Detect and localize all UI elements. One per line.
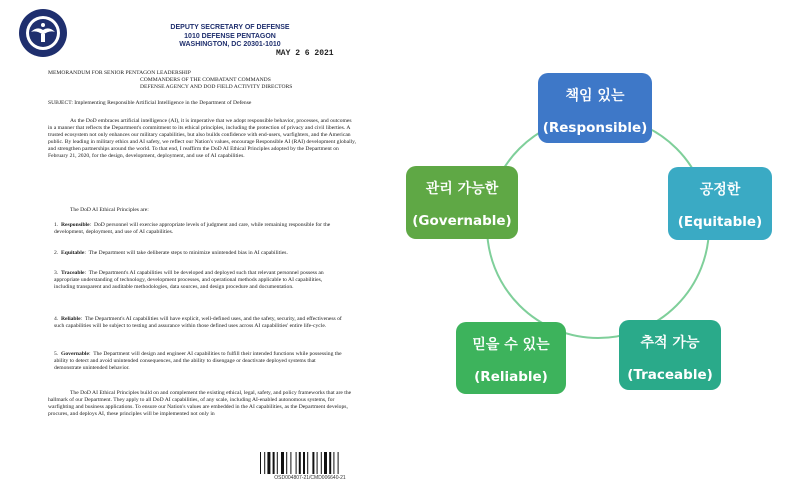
- principle-item: 1. Responsible: DoD personnel will exercise appropriate levels of judgment and care, while remaining responsible for the development, deployment, and use of AI capabilities.: [54, 222, 331, 235]
- node-label-english: (Traceable): [627, 367, 713, 383]
- principle-text: The Department will design and engineer AI capabilities to fulfill their intended functions while possessing the ability to detect and avoid unintended consequences, and the ability to disengage or deactivate deployed systems that demonstrate unintended behavior.: [54, 351, 342, 371]
- barcode-bar: [296, 452, 297, 474]
- recipient-line: DEFENSE AGENCY AND DOD FIELD ACTIVITY DIRECTORS: [140, 84, 293, 90]
- principle-number: 4.: [54, 316, 59, 322]
- principle-number: 2.: [54, 250, 59, 256]
- memo-subject: SUBJECT: Implementing Responsible Artificial Intelligence in the Department of Defense: [48, 100, 252, 106]
- principle-node-responsible: [538, 73, 652, 143]
- principle-item: 5. Governable: The Department will design and engineer AI capabilities to fulfill their intended functions while possessing the ability to detect and avoid unintended consequences, and the ability to disengage or deactivate deployed systems that demonstrate unintended behavior.: [54, 351, 342, 371]
- principle-name: Equitable: [61, 250, 85, 256]
- principle-item: 2. Equitable: The Department will take deliberate steps to minimize unintended bias in AI capabilities.: [54, 250, 288, 256]
- barcode-icon: [260, 452, 356, 474]
- barcode-bar: [290, 452, 291, 474]
- barcode-bar: [267, 452, 270, 474]
- principle-number: 3.: [54, 270, 59, 276]
- principle-node-traceable: [619, 320, 721, 390]
- principle-text: The Department's AI capabilities will be developed and deployed such that relevant personnel possess an appropriate understanding of technology, development processes, and operational methods applicable to AI capabilities, including transparent and auditable methodologies, data sources, and design procedure and documentation.: [54, 270, 324, 290]
- barcode-bar: [299, 452, 301, 474]
- office-header: [120, 24, 340, 50]
- node-label-english: (Reliable): [474, 369, 548, 385]
- office-address: 1010 DEFENSE PENTAGON: [184, 32, 276, 40]
- node-label-english: (Equitable): [677, 214, 763, 230]
- principle-number: 5.: [54, 351, 59, 357]
- node-label-korean: 공정한: [699, 182, 741, 198]
- barcode-bar: [281, 452, 284, 474]
- barcode-bar: [277, 452, 278, 474]
- node-label-korean: 추적 가능: [640, 335, 700, 351]
- node-label-korean: 믿을 수 있는: [472, 337, 550, 353]
- barcode-number: OSD004807-21/CMD006640-21: [274, 475, 346, 481]
- principle-name: Governable: [61, 351, 89, 357]
- barcode-bar: [333, 452, 334, 474]
- principle-text: DoD personnel will exercise appropriate levels of judgment and care, while remaining responsible for the development, deployment, and use of AI capabilities.: [54, 222, 331, 235]
- node-label-english: (Responsible): [542, 120, 648, 136]
- memo-recipients: [48, 70, 356, 91]
- node-label-korean: 책임 있는: [565, 88, 625, 104]
- principle-item: 3. Traceable: The Department's AI capabilities will be developed and deployed such that relevant personnel possess an appropriate understanding of technology, development processes, and operational methods applicable to AI capabilities, including transparent and auditable methodologies, data sources, and design procedure and documentation.: [54, 270, 324, 290]
- principle-text: The Department will take deliberate steps to minimize unintended bias in AI capabilities.: [88, 250, 288, 256]
- barcode-bar: [321, 452, 322, 474]
- principle-node-reliable: [456, 322, 566, 394]
- principle-node-equitable: [668, 167, 772, 240]
- barcode-bar: [324, 452, 327, 474]
- principle-text: The Department's AI capabilities will have explicit, well-defined uses, and the safety, security, and effectiveness of such capabilities will be subject to testing and assurance within those defined uses across AI capabilities' entire life-cycle.: [54, 316, 342, 329]
- barcode-bar: [264, 452, 265, 474]
- barcode-bar: [286, 452, 287, 474]
- recipient-line: MEMORANDUM FOR SENIOR PENTAGON LEADERSHIP: [48, 70, 191, 76]
- barcode-bar: [329, 452, 331, 474]
- memo-paragraph: The DoD AI Ethical Principles build on and complement the existing ethical, legal, safety, and policy frameworks that are the hallmark of our Department. They apply to all DoD AI capabilities, of any scale, including AI-enabled autonomous systems, for warfighting and business applications. To ensure our Nation's values are embedded in the AI capabilities, as the Department develops, procures, and deploys AI, these principles will be implemented not only in: [48, 390, 352, 417]
- recipient-line: COMMANDERS OF THE COMBATANT COMMANDS: [140, 77, 271, 83]
- memorandum-page: [0, 0, 380, 488]
- barcode-bar: [303, 452, 305, 474]
- principles-diagram: [382, 0, 800, 488]
- barcode-bar: [307, 452, 308, 474]
- office-title: DEPUTY SECRETARY OF DEFENSE: [170, 24, 290, 31]
- node-label-korean: 관리 가능한: [425, 181, 499, 197]
- principle-name: Traceable: [61, 270, 85, 276]
- memo-paragraph: As the DoD embraces artificial intelligence (AI), it is imperative that we adopt responsible behavior, processes, and outcomes in a manner that reflects the Department's commitment to its ethical principles, including the protection of privacy and civil liberties. A trusted ecosystem not only enhances our military capabilities, but also builds confidence with end-users, warfighters, and the American public. By leading in military ethics and AI safety, we reflect our Nation's values, encourage Responsible AI (RAI) development globally, and strengthen partnerships around the world. To that end, I reaffirm the DoD AI Ethical Principles adopted by the Department on February 21, 2020, for the design, development, deployment, and use of AI capabilities.: [48, 118, 357, 159]
- principle-node-governable: [406, 166, 518, 239]
- principle-item: 4. Reliable: The Department's AI capabilities will have explicit, well-defined uses, and the safety, security, and effectiveness of such capabilities will be subject to testing and assurance within those defined uses across AI capabilities' entire life-cycle.: [54, 316, 342, 329]
- dod-seal-icon: [18, 8, 68, 58]
- principle-name: Reliable: [61, 316, 81, 322]
- node-label-english: (Governable): [412, 213, 512, 229]
- barcode-bar: [273, 452, 275, 474]
- barcode-bar: [338, 452, 339, 474]
- principle-number: 1.: [54, 222, 59, 228]
- memo-date-stamp: MAY 2 6 2021: [276, 49, 334, 58]
- principle-name: Responsible: [61, 222, 90, 228]
- principles-intro: The DoD AI Ethical Principles are:: [70, 207, 149, 213]
- office-city: WASHINGTON, DC 20301-1010: [179, 41, 281, 48]
- barcode-bar: [317, 452, 318, 474]
- barcode-bar: [312, 452, 314, 474]
- barcode-bar: [260, 452, 261, 474]
